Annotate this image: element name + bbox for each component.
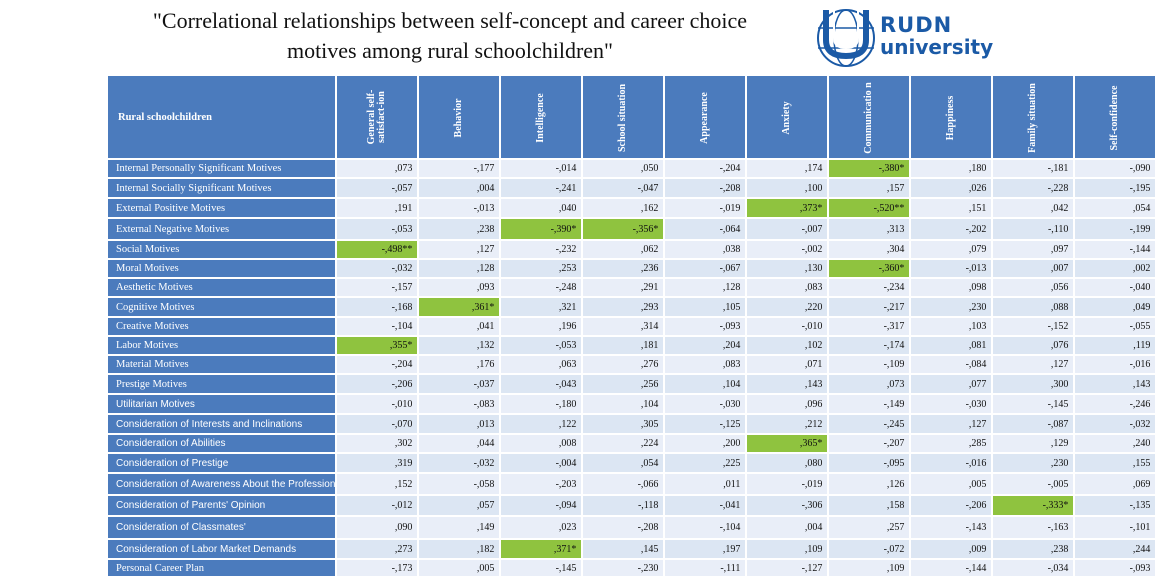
- correlation-cell: ,004: [418, 178, 500, 198]
- correlation-cell: ,319: [336, 453, 418, 473]
- correlation-cell: ,224: [582, 434, 664, 453]
- correlation-cell: -,245: [828, 414, 910, 434]
- correlation-cell: -,058: [418, 473, 500, 495]
- correlation-cell: ,143: [1074, 374, 1156, 394]
- row-label: Internal Personally Significant Motives: [107, 159, 336, 178]
- page-title: [60, 6, 840, 66]
- correlation-cell: ,276: [582, 355, 664, 374]
- row-label: Prestige Motives: [107, 374, 336, 394]
- correlation-cell: -,019: [664, 198, 746, 218]
- correlation-cell: ,182: [418, 539, 500, 559]
- table-row: [107, 198, 1156, 218]
- correlation-cell: -,230: [582, 559, 664, 577]
- correlation-cell: ,083: [746, 278, 828, 297]
- table-row: [107, 495, 1156, 516]
- correlation-cell: -,093: [1074, 559, 1156, 577]
- correlation-cell: ,291: [582, 278, 664, 297]
- correlation-cell: ,004: [746, 516, 828, 539]
- row-label: External Positive Motives: [107, 198, 336, 218]
- correlation-cell: ,285: [910, 434, 992, 453]
- table-row: [107, 434, 1156, 453]
- correlation-cell: -,034: [992, 559, 1074, 577]
- correlation-cell: ,155: [1074, 453, 1156, 473]
- correlation-cell: ,080: [746, 453, 828, 473]
- correlation-cell: -,234: [828, 278, 910, 297]
- correlation-cell: ,128: [664, 278, 746, 297]
- correlation-cell: ,181: [582, 336, 664, 355]
- correlation-cell: -,145: [992, 394, 1074, 414]
- correlation-cell: ,081: [910, 336, 992, 355]
- correlation-cell: ,180: [910, 159, 992, 178]
- correlation-cell: ,127: [910, 414, 992, 434]
- correlation-cell: ,256: [582, 374, 664, 394]
- row-label: Personal Career Plan: [107, 559, 336, 577]
- correlation-cell: ,023: [500, 516, 582, 539]
- correlation-cell: -,356*: [582, 218, 664, 240]
- correlation-cell: -,109: [828, 355, 910, 374]
- title-line-1: "Correlational relationships between self-concept and career choice: [152, 8, 748, 33]
- row-label: Consideration of Prestige: [107, 453, 336, 473]
- table-row: [107, 240, 1156, 259]
- correlation-cell: ,093: [418, 278, 500, 297]
- correlation-cell: -,135: [1074, 495, 1156, 516]
- row-label: Consideration of Labor Market Demands: [107, 539, 336, 559]
- logo-text-rudn: RUDN: [880, 13, 953, 37]
- correlation-cell: -,241: [500, 178, 582, 198]
- table-row: [107, 414, 1156, 434]
- correlation-cell: -,498**: [336, 240, 418, 259]
- correlation-cell: ,057: [418, 495, 500, 516]
- correlation-cell: -,149: [828, 394, 910, 414]
- correlation-cell: ,196: [500, 317, 582, 336]
- correlation-cell: ,305: [582, 414, 664, 434]
- correlation-cell: -,047: [582, 178, 664, 198]
- correlation-cell: ,238: [418, 218, 500, 240]
- table-row: [107, 218, 1156, 240]
- correlation-cell: -,095: [828, 453, 910, 473]
- correlation-cell: ,197: [664, 539, 746, 559]
- correlation-cell: ,365*: [746, 434, 828, 453]
- table-row: [107, 374, 1156, 394]
- correlation-cell: ,321: [500, 297, 582, 317]
- correlation-cell: ,230: [910, 297, 992, 317]
- correlation-cell: -,072: [828, 539, 910, 559]
- row-label: Consideration of Classmates': [107, 516, 336, 539]
- correlation-cell: -,199: [1074, 218, 1156, 240]
- corner-header: Rural schoolchildren: [107, 75, 336, 159]
- correlation-cell: -,041: [664, 495, 746, 516]
- correlation-cell: -,010: [336, 394, 418, 414]
- correlation-cell: ,174: [746, 159, 828, 178]
- row-label: Consideration of Abilities: [107, 434, 336, 453]
- col-header: Communicatio n: [828, 75, 910, 159]
- correlation-cell: -,181: [992, 159, 1074, 178]
- table-row: [107, 259, 1156, 278]
- correlation-cell: -,019: [746, 473, 828, 495]
- correlation-cell: ,071: [746, 355, 828, 374]
- correlation-cell: ,054: [1074, 198, 1156, 218]
- correlation-cell: -,520**: [828, 198, 910, 218]
- correlation-cell: ,314: [582, 317, 664, 336]
- table-row: [107, 394, 1156, 414]
- correlation-cell: ,079: [910, 240, 992, 259]
- correlation-cell: ,042: [992, 198, 1074, 218]
- row-label: Internal Socially Significant Motives: [107, 178, 336, 198]
- table-row: [107, 539, 1156, 559]
- correlation-cell: ,044: [418, 434, 500, 453]
- col-header: Behavior: [418, 75, 500, 159]
- correlation-cell: -,206: [336, 374, 418, 394]
- col-header: Intelligence: [500, 75, 582, 159]
- correlation-cell: -,064: [664, 218, 746, 240]
- correlation-cell: -,208: [664, 178, 746, 198]
- correlation-cell: -,333*: [992, 495, 1074, 516]
- correlation-cell: -,145: [500, 559, 582, 577]
- correlation-cell: ,062: [582, 240, 664, 259]
- correlation-cell: ,273: [336, 539, 418, 559]
- correlation-cell: ,162: [582, 198, 664, 218]
- correlation-cell: ,069: [1074, 473, 1156, 495]
- correlation-cell: ,240: [1074, 434, 1156, 453]
- correlation-cell: ,103: [910, 317, 992, 336]
- correlation-cell: ,077: [910, 374, 992, 394]
- row-label: Consideration of Awareness About the Profession: [107, 473, 336, 495]
- correlation-cell: -,127: [746, 559, 828, 577]
- correlation-cell: -,090: [1074, 159, 1156, 178]
- correlation-cell: ,361*: [418, 297, 500, 317]
- correlation-cell: -,306: [746, 495, 828, 516]
- correlation-cell: -,030: [664, 394, 746, 414]
- correlation-cell: ,304: [828, 240, 910, 259]
- correlation-cell: ,076: [992, 336, 1074, 355]
- correlation-cell: -,004: [500, 453, 582, 473]
- correlation-cell: -,084: [910, 355, 992, 374]
- correlation-cell: ,105: [664, 297, 746, 317]
- correlation-cell: ,151: [910, 198, 992, 218]
- correlation-cell: ,130: [746, 259, 828, 278]
- correlation-cell: -,380*: [828, 159, 910, 178]
- correlation-cell: ,157: [828, 178, 910, 198]
- correlation-cell: -,203: [500, 473, 582, 495]
- correlation-cell: ,005: [418, 559, 500, 577]
- correlation-cell: -,014: [500, 159, 582, 178]
- correlation-cell: -,093: [664, 317, 746, 336]
- correlation-cell: ,371*: [500, 539, 582, 559]
- correlation-cell: -,037: [418, 374, 500, 394]
- row-label: Consideration of Interests and Inclinations: [107, 414, 336, 434]
- correlation-cell: ,127: [418, 240, 500, 259]
- table-row: [107, 355, 1156, 374]
- table-row: [107, 317, 1156, 336]
- correlation-cell: -,013: [418, 198, 500, 218]
- logo-text-university: university: [880, 35, 994, 59]
- correlation-cell: ,200: [664, 434, 746, 453]
- table-row: [107, 297, 1156, 317]
- correlation-cell: -,360*: [828, 259, 910, 278]
- row-label: Social Motives: [107, 240, 336, 259]
- correlation-cell: ,158: [828, 495, 910, 516]
- correlation-cell: ,145: [582, 539, 664, 559]
- correlation-cell: ,083: [664, 355, 746, 374]
- correlation-cell: ,129: [992, 434, 1074, 453]
- correlation-cell: ,096: [746, 394, 828, 414]
- correlation-cell: ,100: [746, 178, 828, 198]
- correlation-cell: ,038: [664, 240, 746, 259]
- correlation-cell: ,127: [992, 355, 1074, 374]
- correlation-cell: -,157: [336, 278, 418, 297]
- correlation-table: [106, 74, 1157, 578]
- correlation-cell: ,293: [582, 297, 664, 317]
- correlation-cell: -,390*: [500, 218, 582, 240]
- correlation-cell: ,313: [828, 218, 910, 240]
- col-header: General self-satisfact-ion: [336, 75, 418, 159]
- correlation-cell: ,005: [910, 473, 992, 495]
- correlation-cell: -,152: [992, 317, 1074, 336]
- correlation-cell: -,177: [418, 159, 500, 178]
- correlation-cell: -,208: [582, 516, 664, 539]
- correlation-cell: -,143: [910, 516, 992, 539]
- col-header: Self-confidence: [1074, 75, 1156, 159]
- correlation-cell: -,016: [1074, 355, 1156, 374]
- correlation-cell: ,143: [746, 374, 828, 394]
- correlation-cell: ,126: [828, 473, 910, 495]
- correlation-cell: ,230: [992, 453, 1074, 473]
- correlation-cell: ,204: [664, 336, 746, 355]
- correlation-cell: ,102: [746, 336, 828, 355]
- correlation-cell: ,176: [418, 355, 500, 374]
- row-label: Cognitive Motives: [107, 297, 336, 317]
- correlation-cell: ,013: [418, 414, 500, 434]
- col-header: Family situation: [992, 75, 1074, 159]
- correlation-cell: -,248: [500, 278, 582, 297]
- row-label: External Negative Motives: [107, 218, 336, 240]
- correlation-cell: ,050: [582, 159, 664, 178]
- col-header: School situation: [582, 75, 664, 159]
- row-label: Labor Motives: [107, 336, 336, 355]
- correlation-cell: -,032: [1074, 414, 1156, 434]
- correlation-cell: -,168: [336, 297, 418, 317]
- correlation-cell: -,204: [664, 159, 746, 178]
- row-label: Material Motives: [107, 355, 336, 374]
- correlation-cell: -,246: [1074, 394, 1156, 414]
- correlation-cell: -,005: [992, 473, 1074, 495]
- row-label: Creative Motives: [107, 317, 336, 336]
- correlation-cell: -,180: [500, 394, 582, 414]
- row-label: Consideration of Parents' Opinion: [107, 495, 336, 516]
- correlation-cell: -,016: [910, 453, 992, 473]
- correlation-cell: ,300: [992, 374, 1074, 394]
- row-label: Moral Motives: [107, 259, 336, 278]
- correlation-cell: -,094: [500, 495, 582, 516]
- correlation-cell: -,070: [336, 414, 418, 434]
- table-row: [107, 516, 1156, 539]
- correlation-cell: ,088: [992, 297, 1074, 317]
- correlation-cell: ,009: [910, 539, 992, 559]
- correlation-cell: -,055: [1074, 317, 1156, 336]
- correlation-cell: ,253: [500, 259, 582, 278]
- correlation-cell: ,212: [746, 414, 828, 434]
- correlation-cell: ,026: [910, 178, 992, 198]
- correlation-cell: -,013: [910, 259, 992, 278]
- correlation-cell: -,066: [582, 473, 664, 495]
- correlation-cell: ,132: [418, 336, 500, 355]
- correlation-cell: ,040: [500, 198, 582, 218]
- correlation-cell: ,104: [664, 374, 746, 394]
- correlation-cell: ,236: [582, 259, 664, 278]
- correlation-cell: -,163: [992, 516, 1074, 539]
- correlation-cell: -,174: [828, 336, 910, 355]
- correlation-cell: -,173: [336, 559, 418, 577]
- table-row: [107, 278, 1156, 297]
- correlation-cell: -,204: [336, 355, 418, 374]
- col-header: Appearance: [664, 75, 746, 159]
- correlation-cell: -,217: [828, 297, 910, 317]
- correlation-cell: -,043: [500, 374, 582, 394]
- correlation-cell: -,007: [746, 218, 828, 240]
- correlation-cell: -,206: [910, 495, 992, 516]
- correlation-cell: -,207: [828, 434, 910, 453]
- correlation-cell: ,002: [1074, 259, 1156, 278]
- table-row: [107, 336, 1156, 355]
- correlation-cell: -,110: [992, 218, 1074, 240]
- correlation-cell: -,002: [746, 240, 828, 259]
- correlation-cell: -,032: [418, 453, 500, 473]
- correlation-cell: ,073: [828, 374, 910, 394]
- row-label: Aesthetic Motives: [107, 278, 336, 297]
- correlation-cell: -,030: [910, 394, 992, 414]
- correlation-cell: ,149: [418, 516, 500, 539]
- correlation-cell: -,053: [500, 336, 582, 355]
- correlation-cell: ,128: [418, 259, 500, 278]
- correlation-cell: ,119: [1074, 336, 1156, 355]
- row-label: Utilitarian Motives: [107, 394, 336, 414]
- correlation-cell: ,109: [746, 539, 828, 559]
- col-header: Anxiety: [746, 75, 828, 159]
- correlation-cell: ,152: [336, 473, 418, 495]
- table-row: [107, 178, 1156, 198]
- correlation-cell: -,083: [418, 394, 500, 414]
- correlation-cell: ,098: [910, 278, 992, 297]
- correlation-cell: -,118: [582, 495, 664, 516]
- correlation-cell: ,097: [992, 240, 1074, 259]
- correlation-cell: ,257: [828, 516, 910, 539]
- table-row: [107, 159, 1156, 178]
- correlation-cell: ,220: [746, 297, 828, 317]
- correlation-cell: ,373*: [746, 198, 828, 218]
- correlation-cell: ,104: [582, 394, 664, 414]
- correlation-cell: ,090: [336, 516, 418, 539]
- correlation-cell: -,012: [336, 495, 418, 516]
- correlation-cell: -,032: [336, 259, 418, 278]
- title-line-2: motives among rural schoolchildren": [286, 38, 614, 63]
- correlation-cell: -,104: [664, 516, 746, 539]
- correlation-cell: -,067: [664, 259, 746, 278]
- correlation-cell: ,041: [418, 317, 500, 336]
- col-header: Happiness: [910, 75, 992, 159]
- correlation-cell: -,111: [664, 559, 746, 577]
- correlation-cell: -,053: [336, 218, 418, 240]
- correlation-cell: ,063: [500, 355, 582, 374]
- correlation-cell: ,355*: [336, 336, 418, 355]
- correlation-cell: ,302: [336, 434, 418, 453]
- correlation-cell: ,011: [664, 473, 746, 495]
- correlation-cell: -,228: [992, 178, 1074, 198]
- correlation-cell: ,191: [336, 198, 418, 218]
- correlation-cell: ,008: [500, 434, 582, 453]
- correlation-cell: -,010: [746, 317, 828, 336]
- correlation-cell: ,073: [336, 159, 418, 178]
- correlation-cell: ,109: [828, 559, 910, 577]
- correlation-cell: -,101: [1074, 516, 1156, 539]
- table-row: [107, 453, 1156, 473]
- logo-wordmark: [880, 14, 993, 58]
- table-row: [107, 559, 1156, 577]
- correlation-cell: -,104: [336, 317, 418, 336]
- table-header-row: [107, 75, 1156, 159]
- correlation-cell: ,244: [1074, 539, 1156, 559]
- correlation-cell: -,125: [664, 414, 746, 434]
- correlation-cell: ,056: [992, 278, 1074, 297]
- correlation-cell: -,144: [1074, 240, 1156, 259]
- correlation-cell: -,057: [336, 178, 418, 198]
- correlation-cell: ,122: [500, 414, 582, 434]
- correlation-cell: -,144: [910, 559, 992, 577]
- correlation-cell: -,087: [992, 414, 1074, 434]
- table-row: [107, 473, 1156, 495]
- correlation-cell: -,040: [1074, 278, 1156, 297]
- correlation-cell: -,202: [910, 218, 992, 240]
- correlation-cell: ,007: [992, 259, 1074, 278]
- correlation-cell: ,054: [582, 453, 664, 473]
- correlation-cell: -,232: [500, 240, 582, 259]
- correlation-cell: ,238: [992, 539, 1074, 559]
- correlation-cell: ,049: [1074, 297, 1156, 317]
- correlation-cell: ,225: [664, 453, 746, 473]
- correlation-cell: -,195: [1074, 178, 1156, 198]
- correlation-cell: -,317: [828, 317, 910, 336]
- table-body: [107, 159, 1156, 577]
